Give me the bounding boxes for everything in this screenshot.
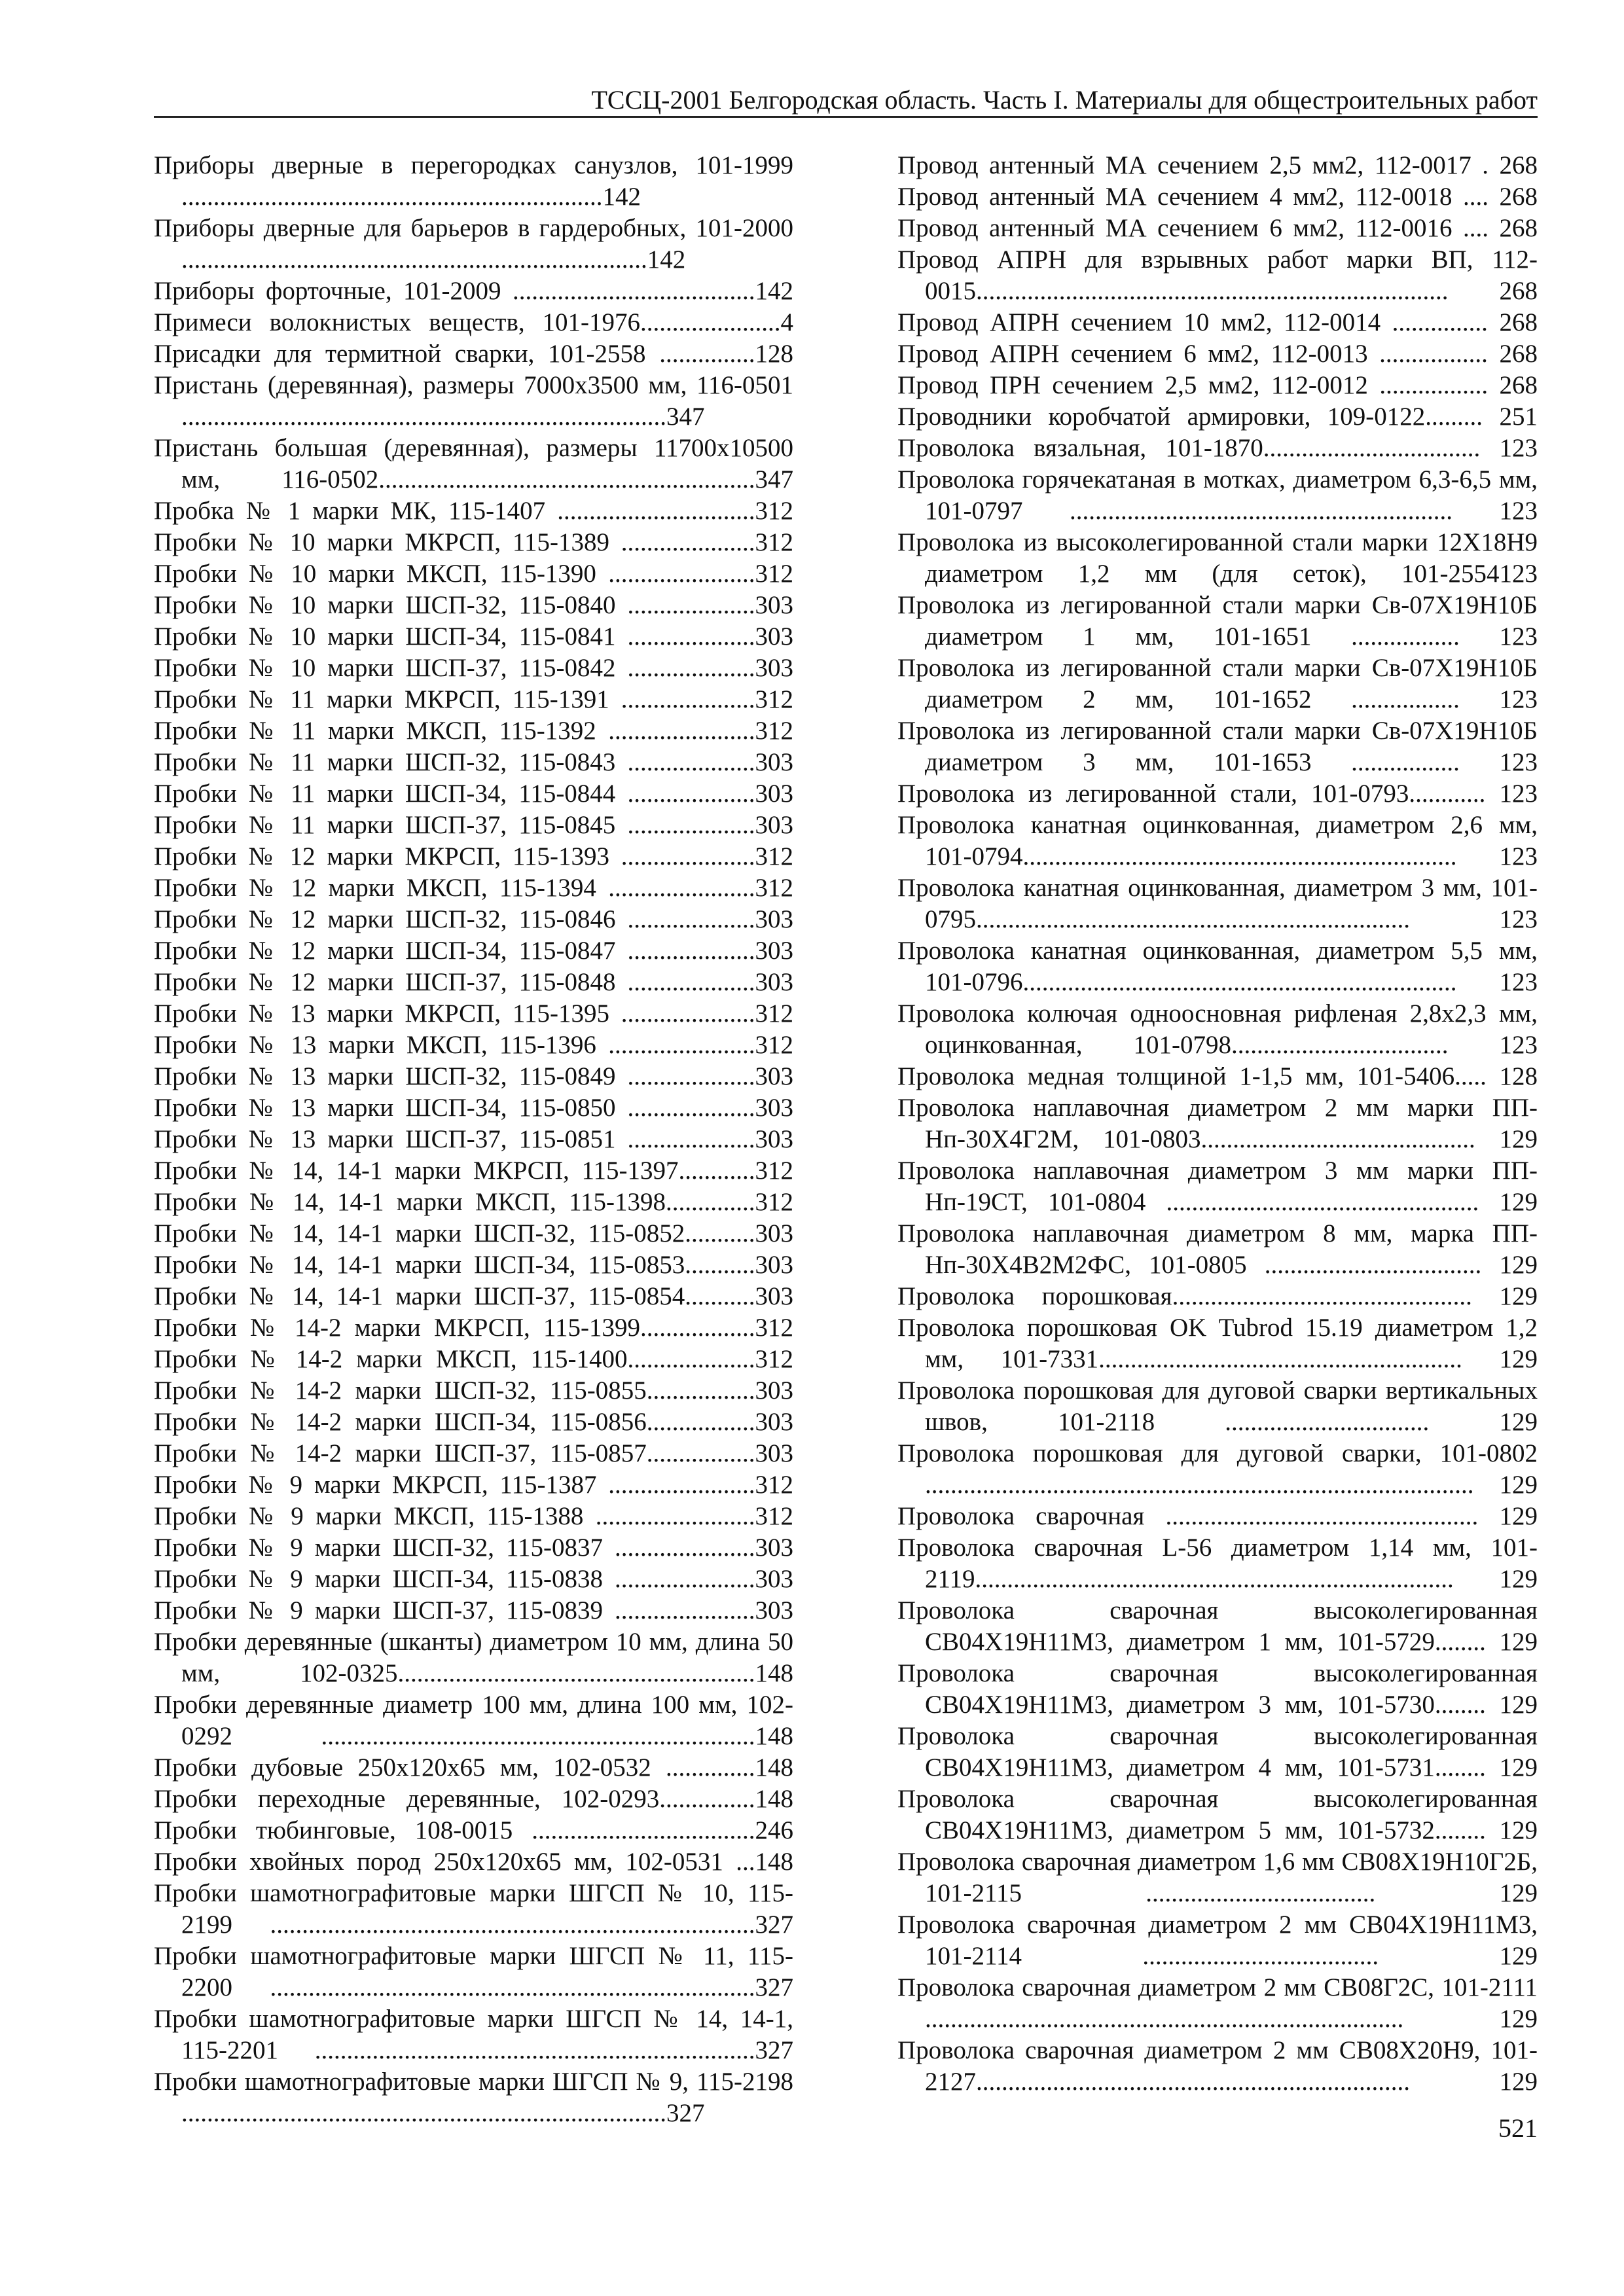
index-entry: Проволока сварочная ................................................. 129 [897,1502,1538,1530]
index-entry: Проволока из высоколегированной стали марки 12Х18Н9 диаметром 1,2 мм (для сеток), 101-2554123 [897,528,1538,588]
index-entry: Проволока горячекатаная в мотках, диаметром 6,3-6,5 мм, 101-0797 ............................................................ 123 [897,465,1538,525]
index-entry: Проволока порошковая OK Tubrod 15.19 диаметром 1,2 мм, 101-7331......................................................... 129 [897,1314,1538,1373]
index-entry: Проволока наплавочная диаметром 3 мм марки ПП-Нп-19СТ, 101-0804 ................................................. 129 [897,1157,1538,1216]
index-entry: Пробки № 12 марки МКСП, 115-1394 .......................312 [154,874,793,902]
index-entry: Пробки № 10 марки ШСП-32, 115-0840 ....................303 [154,591,793,619]
index-entry: Приборы форточные, 101-2009 ......................................142 [154,277,793,305]
index-entry: Пробки переходные деревянные, 102-0293...............148 [154,1785,793,1813]
index-entry: Пробки № 10 марки МКРСП, 115-1389 .....................312 [154,528,793,556]
header-title: ТССЦ-2001 Белгородская область. Часть I. Материалы для общестроительных работ [591,85,1538,115]
index-entry: Пробка № 1 марки МК, 115-1407 ...............................312 [154,497,793,525]
index-entry: Пробки № 13 марки МКСП, 115-1396 .......................312 [154,1031,793,1059]
index-entry: Проволока канатная оцинкованная, диаметром 5,5 мм, 101-0796.................................................................... 123 [897,937,1538,996]
index-entry: Примеси волокнистых веществ, 101-1976......................4 [154,308,793,336]
index-entry: Проволока колючая одноосновная рифленая 2,8х2,3 мм, оцинкованная, 101-0798.................................. 123 [897,999,1538,1059]
index-entry: Пробки № 9 марки ШСП-34, 115-0838 ......................303 [154,1565,793,1593]
index-entry: Проволока сварочная диаметром 2 мм СВ08Г2С, 101-2111 ........................................................................... 129 [897,1973,1538,2033]
index-entry: Пробки № 14-2 марки ШСП-34, 115-0856.................303 [154,1408,793,1436]
index-entry: Пробки № 12 марки ШСП-37, 115-0848 ....................303 [154,968,793,996]
index-entry: Пробки шамотнографитовые марки ШГСП № 10, 115-2199 ............................................................................327 [154,1879,793,1939]
index-entry: Проволока сварочная высоколегированная СВ04Х19Н11М3, диаметром 4 мм, 101-5731........ 129 [897,1722,1538,1782]
index-entry: Пристань (деревянная), размеры 7000х3500 мм, 116-0501 ............................................................................347 [154,371,793,431]
index-entry: Проводники коробчатой армировки, 109-0122......... 251 [897,403,1538,431]
index-entry: Пробки № 9 марки ШСП-37, 115-0839 ......................303 [154,1596,793,1624]
index-entry: Пробки № 14-2 марки МКСП, 115-1400....................312 [154,1345,793,1373]
index-entry: Пробки № 11 марки ШСП-37, 115-0845 ....................303 [154,811,793,839]
index-entry: Пробки шамотнографитовые марки ШГСП № 11, 115-2200 ............................................................................327 [154,1942,793,2001]
index-entry: Пробки № 10 марки ШСП-37, 115-0842 ....................303 [154,654,793,682]
index-entry: Присадки для термитной сварки, 101-2558 ...............128 [154,340,793,368]
index-entry: Провод АПРН сечением 6 мм2, 112-0013 ................. 268 [897,340,1538,368]
index-entry: Проволока сварочная диаметром 1,6 мм СВ08Х19Н10Г2Б, 101-2115 .................................... 129 [897,1848,1538,1907]
index-entry: Пробки № 13 марки ШСП-32, 115-0849 ....................303 [154,1062,793,1090]
index-entry: Проволока сварочная L-56 диаметром 1,14 мм, 101-2119........................................................................... 129 [897,1534,1538,1593]
index-entry: Проволока медная толщиной 1-1,5 мм, 101-5406..... 128 [897,1062,1538,1090]
index-entry: Провод ПРН сечением 2,5 мм2, 112-0012 ................. 268 [897,371,1538,399]
index-entry: Проволока наплавочная диаметром 8 мм, марка ПП-Нп-30Х4В2М2ФС, 101-0805 .................................. 129 [897,1219,1538,1279]
index-entry: Провод АПРН сечением 10 мм2, 112-0014 ............... 268 [897,308,1538,336]
index-entry: Проволока канатная оцинкованная, диаметром 2,6 мм, 101-0794.................................................................... 123 [897,811,1538,870]
index-entry: Проволока из легированной стали марки Св-07Х19Н10Б диаметром 1 мм, 101-1651 ................. 123 [897,591,1538,651]
index-entry: Пробки шамотнографитовые марки ШГСП № 14, 14-1, 115-2201 .....................................................................327 [154,2005,793,2064]
index-column-left [154,150,793,2129]
index-entry: Проволока порошковая............................................... 129 [897,1282,1538,1310]
index-entry: Пробки № 13 марки ШСП-34, 115-0850 ....................303 [154,1094,793,1122]
index-entry: Проволока наплавочная диаметром 2 мм марки ПП-Нп-30Х4Г2М, 101-0803........................................... 129 [897,1094,1538,1153]
running-header [154,82,1538,118]
index-entry: Проволока сварочная диаметром 2 мм СВ04Х19Н11М3, 101-2114 ..................................... 129 [897,1910,1538,1970]
index-entry: Пробки № 14, 14-1 марки ШСП-37, 115-0854...........303 [154,1282,793,1310]
index-entry: Пробки дубовые 250х120х65 мм, 102-0532 ..............148 [154,1753,793,1782]
index-entry: Проволока из легированной стали, 101-0793............ 123 [897,780,1538,808]
index-entry: Пробки № 14, 14-1 марки ШСП-34, 115-0853...........303 [154,1251,793,1279]
index-entry: Пробки деревянные диаметр 100 мм, длина 100 мм, 102-0292 ....................................................................148 [154,1691,793,1750]
index-column-right [897,150,1538,2098]
index-entry: Проволока канатная оцинкованная, диаметром 3 мм, 101-0795.................................................................... 123 [897,874,1538,933]
index-entry: Пробки № 11 марки МКСП, 115-1392 .......................312 [154,717,793,745]
index-entry: Пробки № 13 марки ШСП-37, 115-0851 ....................303 [154,1125,793,1153]
index-entry: Пробки деревянные (шканты) диаметром 10 мм, длина 50 мм, 102-0325........................................................148 [154,1628,793,1687]
index-entry: Проволока сварочная высоколегированная СВ04Х19Н11М3, диаметром 3 мм, 101-5730........ 129 [897,1659,1538,1719]
index-entry: Проволока вязальная, 101-1870.................................. 123 [897,434,1538,462]
index-entry: Пробки хвойных пород 250х120х65 мм, 102-0531 ...148 [154,1848,793,1876]
page-number: 521 [1498,2113,1538,2143]
index-entry: Проволока сварочная диаметром 2 мм СВ08Х20Н9, 101-2127.................................................................... 129 [897,2036,1538,2096]
index-entry: Пробки № 12 марки ШСП-32, 115-0846 ....................303 [154,905,793,933]
index-entry: Провод антенный МА сечением 2,5 мм2, 112-0017 . 268 [897,151,1538,179]
index-entry: Пробки № 13 марки МКРСП, 115-1395 .....................312 [154,999,793,1028]
index-entry: Пробки № 14, 14-1 марки ШСП-32, 115-0852...........303 [154,1219,793,1247]
index-entry: Проволока сварочная высоколегированная СВ04Х19Н11М3, диаметром 5 мм, 101-5732........ 129 [897,1785,1538,1844]
index-entry: Пробки № 14-2 марки МКРСП, 115-1399..................312 [154,1314,793,1342]
index-entry: Пробки № 9 марки МКСП, 115-1388 .........................312 [154,1502,793,1530]
index-entry: Пробки № 11 марки МКРСП, 115-1391 .....................312 [154,685,793,713]
index-entry: Пробки № 9 марки МКРСП, 115-1387 .......................312 [154,1471,793,1499]
index-entry: Проволока из легированной стали марки Св-07Х19Н10Б диаметром 3 мм, 101-1653 ................. 123 [897,717,1538,776]
index-entry: Пробки № 14, 14-1 марки МКРСП, 115-1397............312 [154,1157,793,1185]
index-entry: Пробки № 11 марки ШСП-32, 115-0843 ....................303 [154,748,793,776]
index-entry: Пробки № 14, 14-1 марки МКСП, 115-1398..............312 [154,1188,793,1216]
index-entry: Пробки № 9 марки ШСП-32, 115-0837 ......................303 [154,1534,793,1562]
index-entry: Провод антенный МА сечением 6 мм2, 112-0016 .... 268 [897,214,1538,242]
index-entry: Пробки № 12 марки МКРСП, 115-1393 .....................312 [154,842,793,870]
index-entry: Проволока сварочная высоколегированная СВ04Х19Н11М3, диаметром 1 мм, 101-5729........ 129 [897,1596,1538,1656]
index-entry: Пробки тюбинговые, 108-0015 ...................................246 [154,1816,793,1844]
index-entry: Проволока из легированной стали марки Св-07Х19Н10Б диаметром 2 мм, 101-1652 ................. 123 [897,654,1538,713]
index-entry: Провод антенный МА сечением 4 мм2, 112-0018 .... 268 [897,183,1538,211]
index-entry: Пробки № 14-2 марки ШСП-37, 115-0857.................303 [154,1439,793,1467]
index-entry: Приборы дверные в перегородках санузлов, 101-1999 ..................................................................142 [154,151,793,211]
index-entry: Провод АПРН для взрывных работ марки ВП, 112-0015.......................................................................... 268 [897,245,1538,305]
index-entry: Пробки № 14-2 марки ШСП-32, 115-0855.................303 [154,1376,793,1405]
index-entry: Пристань большая (деревянная), размеры 11700х10500 мм, 116-0502...........................................................347 [154,434,793,493]
index-entry: Пробки № 11 марки ШСП-34, 115-0844 ....................303 [154,780,793,808]
index-entry: Проволока порошковая для дуговой сварки вертикальных швов, 101-2118 ................................ 129 [897,1376,1538,1436]
index-entry: Пробки № 10 марки МКСП, 115-1390 .......................312 [154,560,793,588]
index-entry: Пробки шамотнографитовые марки ШГСП № 9, 115-2198 ............................................................................327 [154,2068,793,2127]
index-entry: Пробки № 10 марки ШСП-34, 115-0841 ....................303 [154,622,793,651]
index-entry: Приборы дверные для барьеров в гардеробных, 101-2000 .........................................................................142 [154,214,793,274]
index-entry: Проволока порошковая для дуговой сварки, 101-0802 ...................................................................................... 129 [897,1439,1538,1499]
index-entry: Пробки № 12 марки ШСП-34, 115-0847 ....................303 [154,937,793,965]
